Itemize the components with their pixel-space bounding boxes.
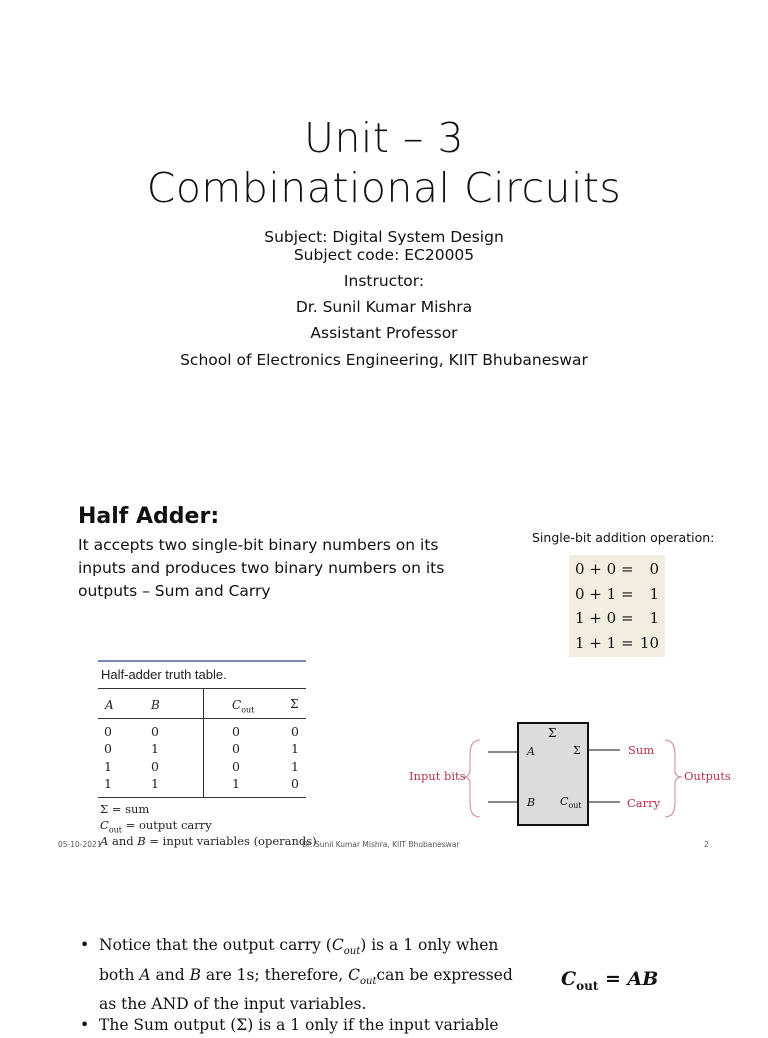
- outputs-label: Outputs: [684, 769, 731, 783]
- block-sum-out: Σ: [573, 744, 581, 757]
- truth-table-top-rule: [98, 660, 306, 662]
- table-rule: [98, 797, 306, 798]
- footer-date: 05-10-2021: [58, 840, 102, 849]
- bullet-marker: •: [80, 936, 90, 954]
- half-adder-description: It accepts two single-bit binary numbers on its inputs and produces two binary numbers on its outputs – Sum and Carry: [78, 536, 445, 600]
- bullet-sum-note: The Sum output (Σ) is a 1 only if the input variable: [99, 1016, 499, 1034]
- table-rule: [98, 718, 306, 719]
- block-input-a: A: [527, 745, 535, 758]
- designation: Assistant Professor: [310, 324, 458, 342]
- note-sum: Σ = sum: [100, 802, 150, 816]
- note-carry: $C_{out}$ = output carry: [100, 818, 212, 835]
- unit-title: Unit – 3: [303, 114, 465, 162]
- output-brace: [665, 740, 682, 817]
- header-cout: $C_{out}$: [232, 698, 255, 715]
- chapter-title: Combinational Circuits: [146, 164, 622, 212]
- subject-code-line: Subject code: EC20005: [293, 246, 475, 264]
- instructor-label: Instructor:: [343, 272, 425, 290]
- header-b: B: [151, 698, 160, 712]
- sum-label: Sum: [628, 743, 655, 757]
- header-a: A: [105, 698, 114, 712]
- block-sigma-title: Σ: [548, 726, 557, 740]
- table-rule: [98, 688, 306, 689]
- block-input-b: B: [527, 796, 536, 809]
- addition-row: 0 + 1 = 1: [575, 584, 659, 603]
- footer-page-number: 2: [704, 840, 709, 849]
- footer-author: Dr. Sunil Kumar Mishra, KIIT Bhubaneswar: [302, 840, 460, 849]
- instructor-name: Dr. Sunil Kumar Mishra: [295, 298, 473, 316]
- block-cout: $C_{out}$: [560, 795, 582, 811]
- subject-line: Subject: Digital System Design: [264, 228, 504, 246]
- addition-row: 0 + 0 = 0: [575, 560, 659, 578]
- addition-table: [569, 555, 665, 657]
- carry-label: Carry: [627, 796, 661, 810]
- truth-table-caption: Half-adder truth table.: [101, 667, 227, 682]
- bullet-carry-note: Notice that the output carry $(C_{out})$ is a 1 only when both A and B are 1s; therefore, $C_{out}can$ be expressed as the AND of the input variables.: [99, 936, 513, 1014]
- header-sum: Σ: [290, 697, 299, 711]
- school-name: School of Electronics Engineering, KIIT Bhubaneswar: [180, 351, 588, 369]
- addition-row: 1 + 1 = 10: [575, 633, 659, 652]
- note-inputs: A and B = input variables (operands): [100, 834, 317, 848]
- addition-row: 1 + 0 = 1: [575, 609, 659, 627]
- half-adder-heading: Half Adder:: [78, 504, 220, 529]
- addition-caption: Single-bit addition operation:: [532, 530, 715, 545]
- bullet-marker: •: [80, 1016, 90, 1034]
- carry-formula: $C_{out}$ = AB: [561, 968, 659, 993]
- input-bits-label: Input bits: [409, 769, 466, 783]
- table-divider: [203, 688, 204, 798]
